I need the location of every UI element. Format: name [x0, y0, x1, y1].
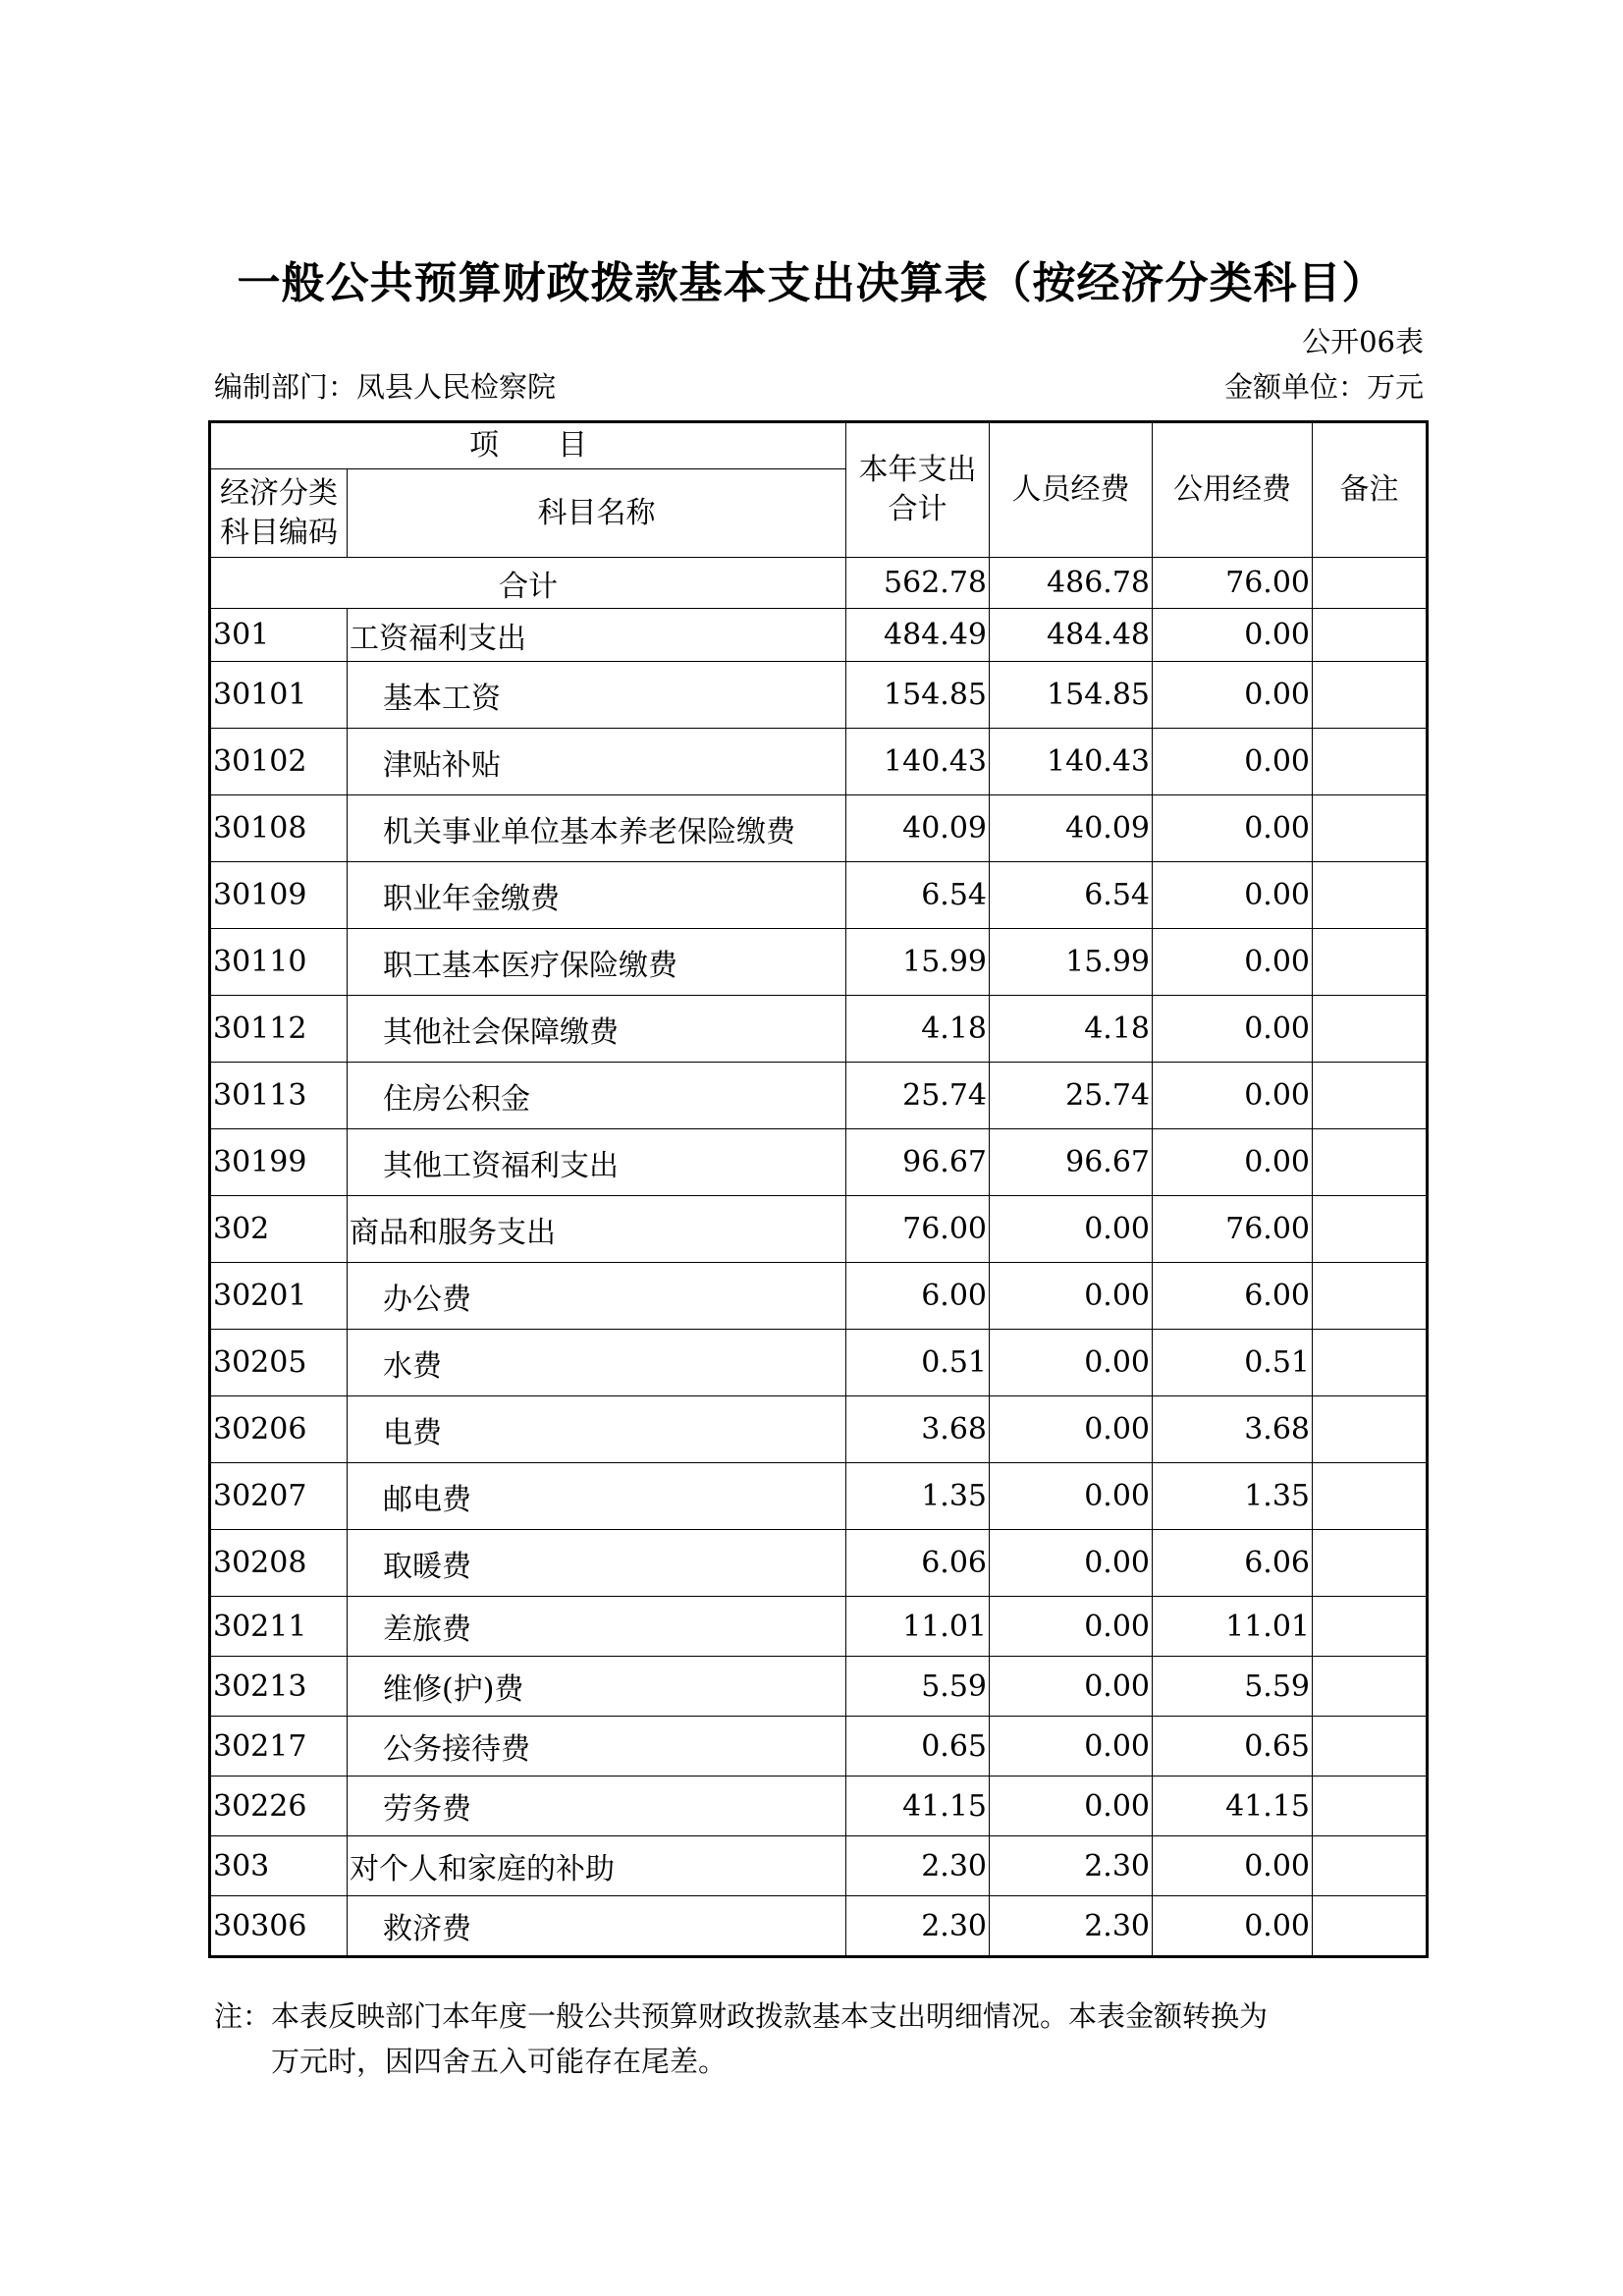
row-note [1313, 1263, 1428, 1330]
row-public: 76.00 [1153, 1196, 1313, 1263]
row-total: 5.59 [846, 1657, 990, 1717]
total-personnel: 486.78 [990, 558, 1153, 609]
table-row [210, 1129, 1428, 1196]
row-note [1313, 1463, 1428, 1530]
row-code: 30113 [210, 1063, 348, 1129]
table-row [210, 929, 1428, 996]
row-personnel: 0.00 [990, 1717, 1153, 1777]
row-personnel: 2.30 [990, 1896, 1153, 1957]
row-code: 30226 [210, 1777, 348, 1836]
row-note [1313, 1396, 1428, 1463]
row-code: 302 [210, 1196, 348, 1263]
row-public: 3.68 [1153, 1396, 1313, 1463]
row-code: 30109 [210, 862, 348, 929]
row-personnel: 154.85 [990, 662, 1153, 729]
row-total: 2.30 [846, 1896, 990, 1957]
header-personnel: 人员经费 [990, 422, 1153, 558]
row-total: 154.85 [846, 662, 990, 729]
table-row [210, 1396, 1428, 1463]
total-public: 76.00 [1153, 558, 1313, 609]
row-total: 1.35 [846, 1463, 990, 1530]
row-total: 0.51 [846, 1330, 990, 1396]
row-name: 差旅费 [348, 1597, 846, 1657]
row-total: 11.01 [846, 1597, 990, 1657]
row-public: 0.00 [1153, 1063, 1313, 1129]
row-note [1313, 929, 1428, 996]
row-total: 6.06 [846, 1530, 990, 1597]
row-name: 住房公积金 [348, 1063, 846, 1129]
row-total: 140.43 [846, 729, 990, 795]
row-code: 30211 [210, 1597, 348, 1657]
row-public: 0.00 [1153, 1836, 1313, 1896]
table-row [210, 729, 1428, 795]
row-name: 公务接待费 [348, 1717, 846, 1777]
row-code: 30205 [210, 1330, 348, 1396]
row-name: 其他工资福利支出 [348, 1129, 846, 1196]
row-name: 救济费 [348, 1896, 846, 1957]
table-row [210, 795, 1428, 862]
row-note [1313, 1896, 1428, 1957]
row-note [1313, 729, 1428, 795]
row-name: 机关事业单位基本养老保险缴费 [348, 795, 846, 862]
row-total: 96.67 [846, 1129, 990, 1196]
table-row [210, 609, 1428, 662]
total-note [1313, 558, 1428, 609]
row-name: 津贴补贴 [348, 729, 846, 795]
row-public: 0.00 [1153, 729, 1313, 795]
row-note [1313, 795, 1428, 862]
row-code: 30208 [210, 1530, 348, 1597]
row-personnel: 40.09 [990, 795, 1153, 862]
row-code: 301 [210, 609, 348, 662]
page-title: 一般公共预算财政拨款基本支出决算表（按经济分类科目） [237, 258, 1386, 308]
row-personnel: 4.18 [990, 996, 1153, 1063]
row-total: 4.18 [846, 996, 990, 1063]
row-note [1313, 662, 1428, 729]
row-note [1313, 1129, 1428, 1196]
row-personnel: 2.30 [990, 1836, 1153, 1896]
header-item: 项 目 [210, 422, 846, 469]
header-name: 科目名称 [348, 469, 846, 558]
row-public: 0.00 [1153, 929, 1313, 996]
row-total: 6.54 [846, 862, 990, 929]
footnote-line2: 万元时，因四舍五入可能存在尾差。 [271, 2045, 728, 2078]
row-public: 41.15 [1153, 1777, 1313, 1836]
row-code: 30201 [210, 1263, 348, 1330]
table-row [210, 1463, 1428, 1530]
row-personnel: 6.54 [990, 862, 1153, 929]
row-name: 劳务费 [348, 1777, 846, 1836]
table-row [210, 996, 1428, 1063]
row-note [1313, 996, 1428, 1063]
row-personnel: 0.00 [990, 1330, 1153, 1396]
row-code: 30199 [210, 1129, 348, 1196]
row-public: 0.00 [1153, 795, 1313, 862]
row-personnel: 0.00 [990, 1396, 1153, 1463]
row-note [1313, 1836, 1428, 1896]
row-total: 41.15 [846, 1777, 990, 1836]
row-personnel: 0.00 [990, 1463, 1153, 1530]
row-name: 邮电费 [348, 1463, 846, 1530]
form-number: 公开06表 [1302, 325, 1424, 358]
row-name: 基本工资 [348, 662, 846, 729]
header-public: 公用经费 [1153, 422, 1313, 558]
header-total-line2: 合计 [888, 492, 947, 526]
row-note [1313, 1330, 1428, 1396]
total-label: 合计 [210, 558, 846, 609]
row-code: 30207 [210, 1463, 348, 1530]
amount-unit-label: 金额单位：万元 [1223, 370, 1424, 404]
row-personnel: 484.48 [990, 609, 1153, 662]
row-code: 30101 [210, 662, 348, 729]
row-personnel: 0.00 [990, 1530, 1153, 1597]
row-public: 0.00 [1153, 662, 1313, 729]
row-name: 工资福利支出 [348, 609, 846, 662]
row-public: 1.35 [1153, 1463, 1313, 1530]
row-public: 0.00 [1153, 996, 1313, 1063]
row-code: 30206 [210, 1396, 348, 1463]
row-total: 484.49 [846, 609, 990, 662]
row-public: 0.51 [1153, 1330, 1313, 1396]
header-total-line1: 本年支出 [858, 453, 977, 487]
row-public: 0.00 [1153, 1129, 1313, 1196]
row-total: 6.00 [846, 1263, 990, 1330]
footnote [214, 1994, 1432, 2084]
row-total: 0.65 [846, 1717, 990, 1777]
row-code: 30213 [210, 1657, 348, 1717]
row-note [1313, 1657, 1428, 1717]
row-note [1313, 1196, 1428, 1263]
table-row [210, 1657, 1428, 1717]
row-personnel: 0.00 [990, 1657, 1153, 1717]
header-total [846, 422, 990, 558]
row-code: 30306 [210, 1896, 348, 1957]
header-code-line1: 经济分类 [220, 475, 338, 511]
row-name: 商品和服务支出 [348, 1196, 846, 1263]
row-code: 30217 [210, 1717, 348, 1777]
row-name: 职业年金缴费 [348, 862, 846, 929]
row-public: 11.01 [1153, 1597, 1313, 1657]
row-note [1313, 1777, 1428, 1836]
row-public: 0.65 [1153, 1717, 1313, 1777]
row-name: 取暖费 [348, 1530, 846, 1597]
table-row [210, 862, 1428, 929]
row-note [1313, 609, 1428, 662]
row-note [1313, 862, 1428, 929]
table-row [210, 1597, 1428, 1657]
row-personnel: 15.99 [990, 929, 1153, 996]
row-note [1313, 1597, 1428, 1657]
row-name: 水费 [348, 1330, 846, 1396]
row-name: 对个人和家庭的补助 [348, 1836, 846, 1896]
row-public: 0.00 [1153, 609, 1313, 662]
row-code: 30108 [210, 795, 348, 862]
table-row [210, 1777, 1428, 1836]
row-public: 6.00 [1153, 1263, 1313, 1330]
row-total: 3.68 [846, 1396, 990, 1463]
row-total: 15.99 [846, 929, 990, 996]
row-note [1313, 1530, 1428, 1597]
header-note: 备注 [1313, 422, 1428, 558]
row-personnel: 25.74 [990, 1063, 1153, 1129]
row-note [1313, 1717, 1428, 1777]
row-personnel: 0.00 [990, 1196, 1153, 1263]
row-personnel: 0.00 [990, 1777, 1153, 1836]
row-personnel: 0.00 [990, 1597, 1153, 1657]
department-label: 编制部门：凤县人民检察院 [214, 370, 557, 404]
row-code: 30110 [210, 929, 348, 996]
row-public: 0.00 [1153, 1896, 1313, 1957]
row-note [1313, 1063, 1428, 1129]
table-row [210, 1263, 1428, 1330]
row-total: 2.30 [846, 1836, 990, 1896]
total-amount: 562.78 [846, 558, 990, 609]
table-row [210, 1896, 1428, 1957]
row-personnel: 140.43 [990, 729, 1153, 795]
table-row [210, 1836, 1428, 1896]
table-row [210, 1530, 1428, 1597]
row-name: 其他社会保障缴费 [348, 996, 846, 1063]
row-name: 职工基本医疗保险缴费 [348, 929, 846, 996]
row-total: 40.09 [846, 795, 990, 862]
row-public: 0.00 [1153, 862, 1313, 929]
table-row [210, 1196, 1428, 1263]
table-row [210, 1063, 1428, 1129]
table-row [210, 662, 1428, 729]
row-personnel: 0.00 [990, 1263, 1153, 1330]
row-total: 76.00 [846, 1196, 990, 1263]
table-row [210, 1717, 1428, 1777]
row-name: 维修(护)费 [348, 1657, 846, 1717]
row-public: 6.06 [1153, 1530, 1313, 1597]
header-code [210, 469, 348, 558]
row-code: 303 [210, 1836, 348, 1896]
row-personnel: 96.67 [990, 1129, 1153, 1196]
total-row [210, 558, 1428, 609]
footnote-line1: 注：本表反映部门本年度一般公共预算财政拨款基本支出明细情况。本表金额转换为 [214, 1999, 1269, 2033]
row-public: 5.59 [1153, 1657, 1313, 1717]
row-code: 30112 [210, 996, 348, 1063]
table-row [210, 1330, 1428, 1396]
row-total: 25.74 [846, 1063, 990, 1129]
header-code-line2: 科目编码 [220, 515, 338, 550]
row-name: 电费 [348, 1396, 846, 1463]
row-name: 办公费 [348, 1263, 846, 1330]
expenditure-table [208, 420, 1429, 1958]
row-code: 30102 [210, 729, 348, 795]
